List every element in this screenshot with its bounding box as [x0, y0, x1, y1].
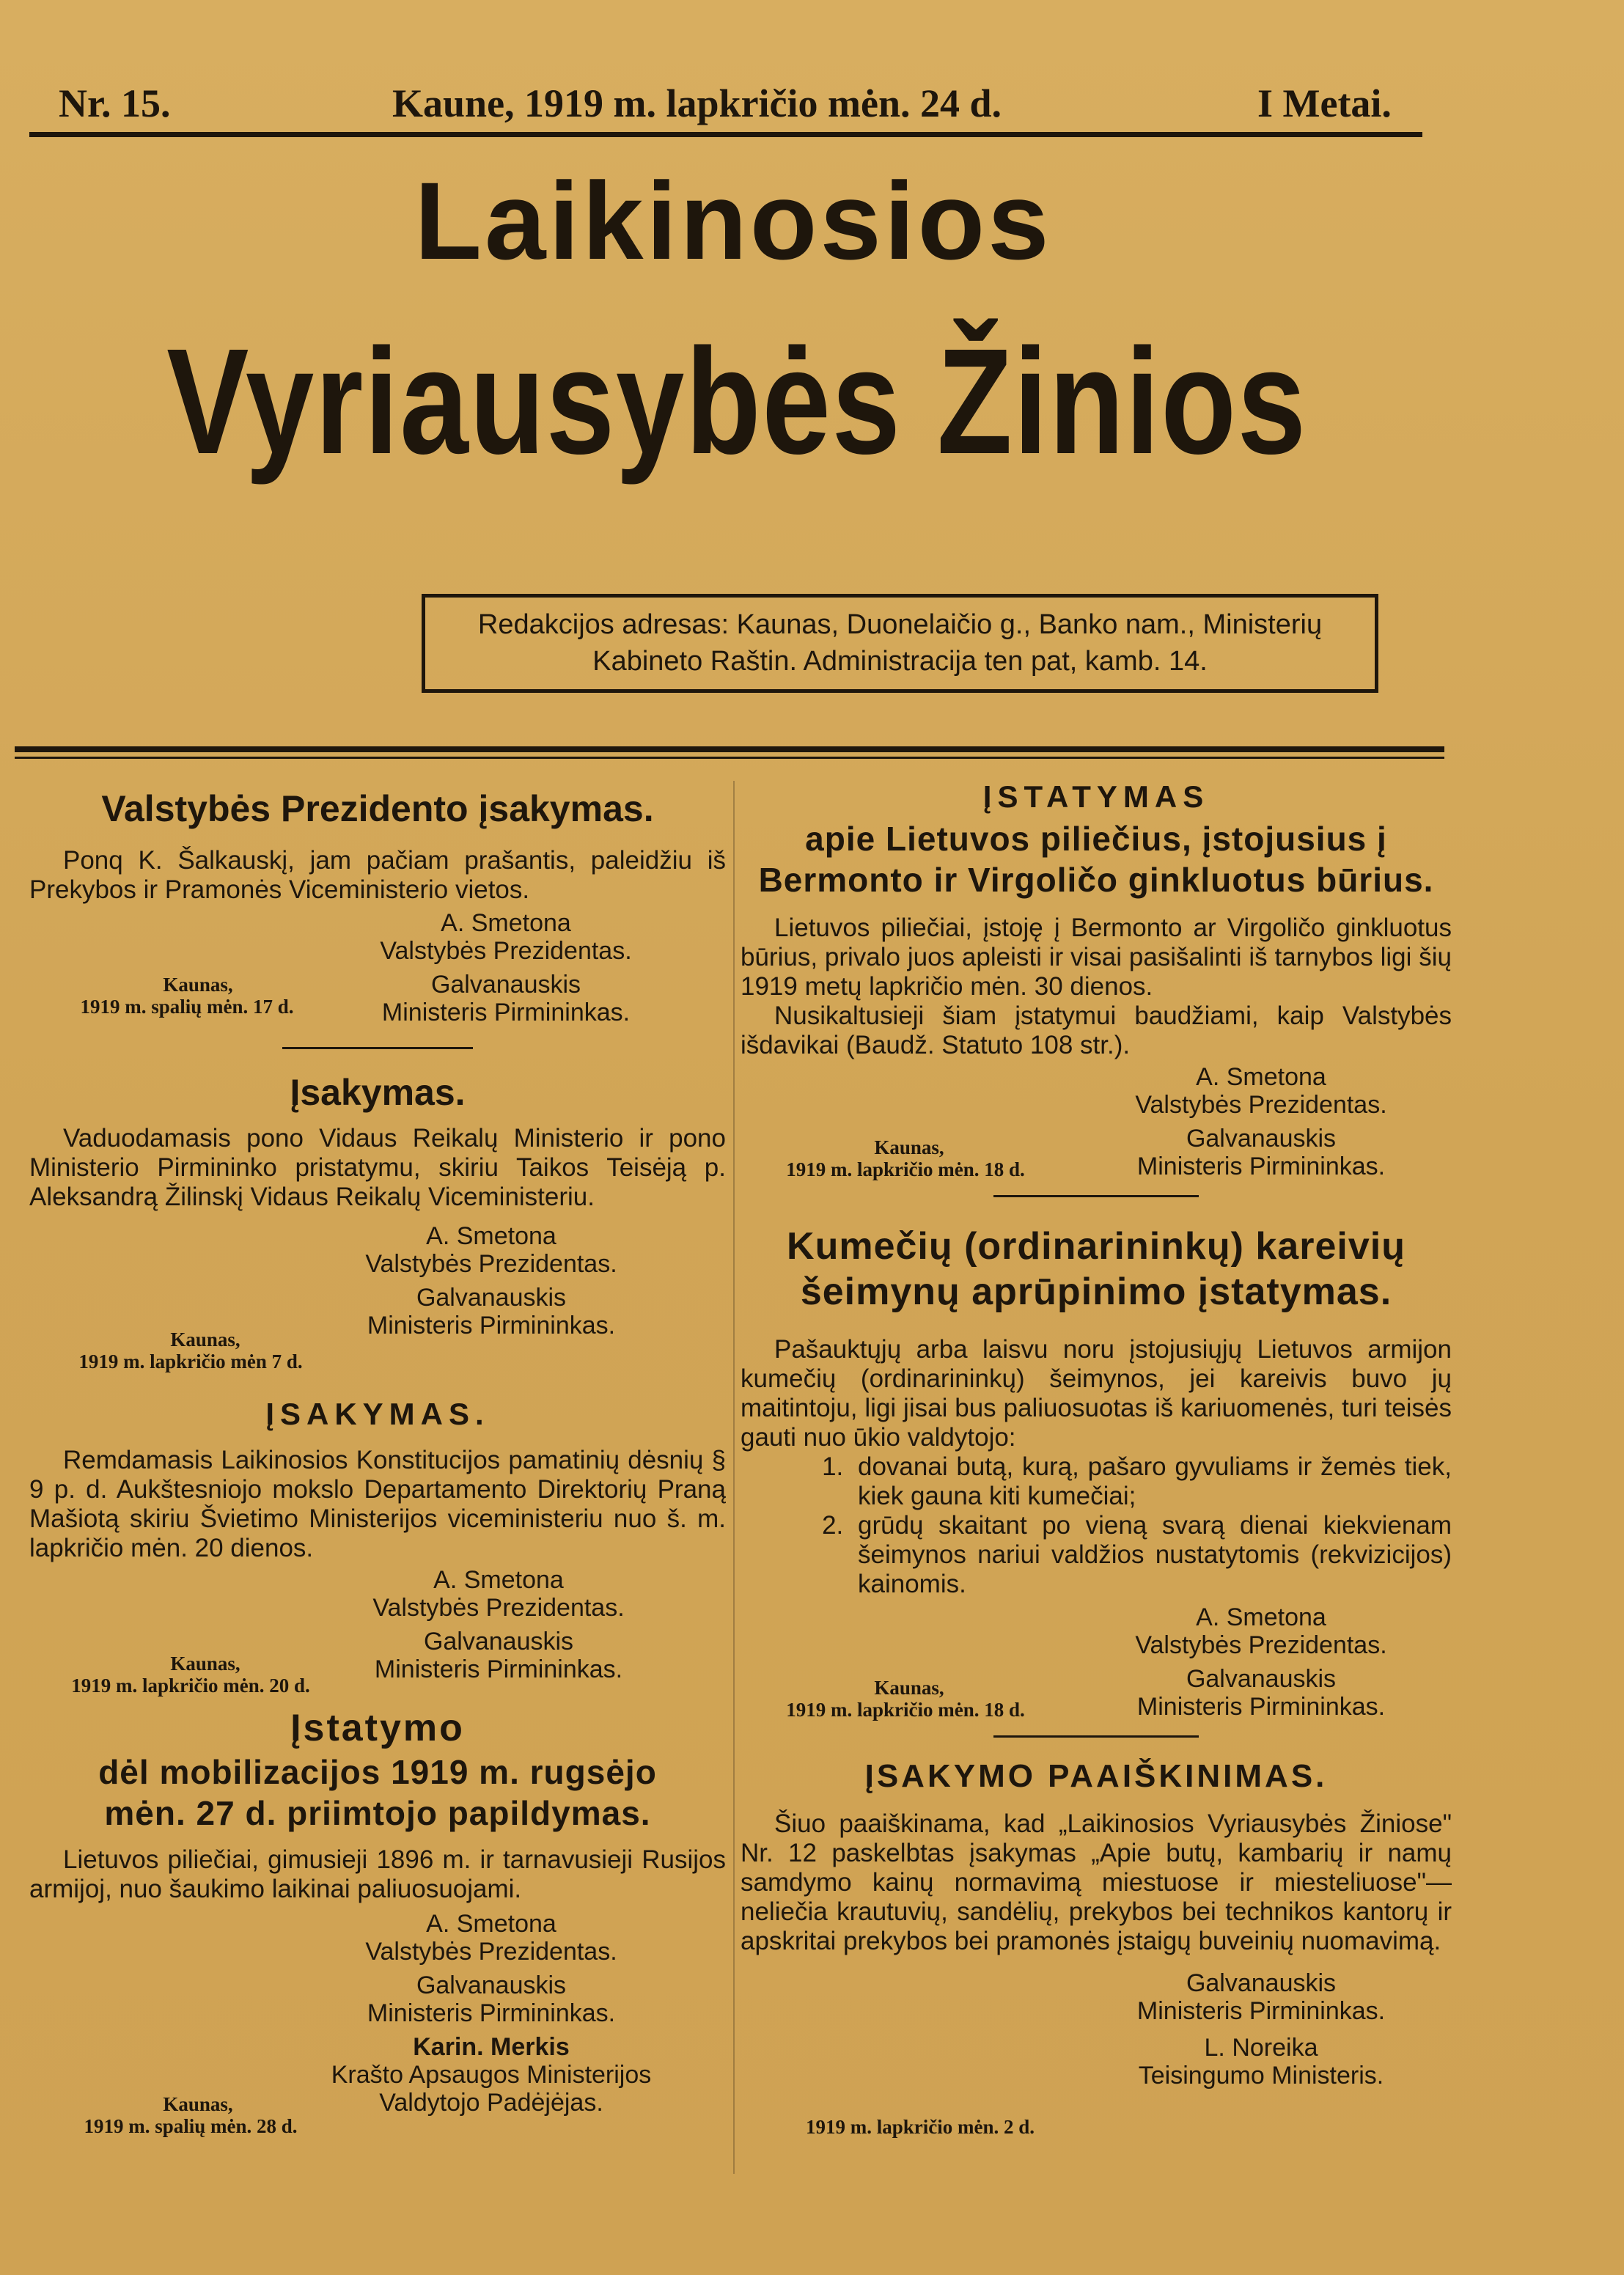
signature-title: Valstybės Prezidentas. — [372, 1594, 625, 1622]
article-heading: ĮSTATYMAS — [982, 779, 1210, 814]
signature-name: Galvanauskis — [423, 1628, 574, 1655]
article-body: Remdamasis Laikinosios Konstitucijos pamatinių dėsnių § 9 p. d. Aukštesniojo mokslo Departamento Direktorių Praną Mašiotą skiriu Švietimo Ministerijos viceministeriu nuo š. m. lapkričio mėn. 20 dienos. — [29, 1446, 726, 1562]
dateline-place: Kaunas, — [874, 1677, 944, 1699]
signature-title: Valstybės Prezidentas. — [1135, 1091, 1387, 1119]
article-heading: Valstybės Prezidento įsakymas. — [101, 788, 654, 829]
dateline-date: 1919 m. spalių mėn. 28 d. — [84, 2115, 298, 2137]
article-order-3 — [29, 1394, 726, 1702]
editorial-address-box — [422, 594, 1378, 693]
signature-title: Valstybės Prezidentas. — [365, 1938, 617, 1966]
article-body: Vaduodamasis pono Vidaus Reikalų Ministerio ir pono Ministerio Pirmininko pristatymu, skiriu Taikos Teisėją p. Aleksandrą Žilinskį Vidaus Reikalų Viceministeriu. — [29, 1124, 726, 1211]
article-heading: Kumečių (ordinarininkų) kareivių šeimynų aprūpinimo įstatymas. — [787, 1225, 1406, 1313]
section-divider — [993, 1195, 1199, 1197]
section-divider — [282, 1047, 473, 1049]
article-body: Ponq K. Šalkauskį, jam pačiam prašantis, paleidžiu iš Prekybos ir Pramonės Viceministerio vietos. — [29, 846, 726, 904]
signature-name: Galvanauskis — [416, 1971, 567, 1999]
article-body: Šiuo paaiškinama, kad „Laikinosios Vyriausybės Žiniose" Nr. 12 paskelbtas įsakymas „Apie butų, kambarių ir namų samdymo kainų normavimą miestuose ir miesteliuose"—neliečia krautuvių, sandėlių, prekybos bei technikos kantorų ir apskritai prekybos bei pramonės įstaigų buveinių nuomavimą. — [741, 1809, 1452, 1955]
signature-block — [741, 1603, 1452, 1728]
signature-block — [29, 1222, 726, 1380]
signature-title: Krašto Apsaugos Ministerijos — [331, 2061, 652, 2089]
signature-block — [741, 1063, 1452, 1188]
masthead-bottom-rule — [15, 746, 1444, 752]
signature-name: Galvanauskis — [1186, 1665, 1337, 1693]
signature-name: L. Noreika — [1204, 2034, 1318, 2062]
article-heading: ĮSAKYMAS. — [265, 1397, 490, 1431]
signature-title: Valstybės Prezidentas. — [380, 937, 632, 965]
signature-name: Galvanauskis — [430, 971, 581, 999]
signature-name: Galvanauskis — [1186, 1969, 1337, 1997]
article-order-2 — [29, 1071, 726, 1380]
signature-title: Ministeris Pirmininkas. — [1136, 1693, 1386, 1721]
issue-number: Nr. 15. — [59, 81, 171, 125]
dateline-date: 1919 m. lapkričio mėn. 18 d. — [786, 1699, 1025, 1721]
dateline-date: 1919 m. spalių mėn. 17 d. — [80, 996, 294, 1018]
signature-name: A. Smetona — [426, 1910, 556, 1938]
signature-title: Ministeris Pirmininkas. — [1136, 1153, 1386, 1180]
article-heading: Įsakymas. — [290, 1072, 466, 1113]
volume-year: I Metai. — [1257, 81, 1392, 125]
dateline-date: 1919 m. lapkričio mėn 7 d. — [78, 1350, 303, 1372]
dateline-place: Kaunas, — [163, 974, 233, 996]
masthead-top-rule — [29, 132, 1422, 137]
signature-name: Galvanauskis — [1186, 1125, 1337, 1153]
dateline-date: 1919 m. lapkričio mėn. 2 d. — [805, 2116, 1035, 2138]
issue-place-date: Kaune, 1919 m. lapkričio mėn. 24 d. — [392, 81, 1002, 125]
signature-block — [29, 1566, 726, 1702]
dateline-date: 1919 m. lapkričio mėn. 20 d. — [71, 1675, 310, 1697]
dateline-date: 1919 m. lapkričio mėn. 18 d. — [786, 1158, 1025, 1180]
signature-title: Valdytojo Padėjėjas. — [379, 2089, 603, 2117]
signature-title: Ministeris Pirmininkas. — [381, 999, 631, 1026]
provision-list — [741, 1452, 1452, 1599]
article-kumeciu-law — [741, 1224, 1452, 1738]
signature-title: Teisingumo Ministeris. — [1138, 2062, 1384, 2090]
article-body: Pašauktųjų arba laisvu noru įstojusiųjų Lietuvos armijon kumečių (ordinarininkų) šeimynos, jei kareivis buvo jų maitintoju, ligi jisai bus paliuosuotas iš kariuomenės, turi teisės gauti nuo ūkio valdytojo: — [741, 1335, 1452, 1452]
signature-title: Valstybės Prezidentas. — [1135, 1631, 1387, 1659]
signature-title: Ministeris Pirmininkas. — [1136, 1997, 1386, 2025]
left-column — [29, 777, 726, 2144]
signature-title: Ministeris Pirmininkas. — [374, 1655, 623, 1683]
signature-title: Ministeris Pirmininkas. — [367, 1999, 616, 2027]
article-subheading: dėl mobilizacijos 1919 m. rugsėjo mėn. 27 d. priimtojo papildymas. — [98, 1753, 657, 1832]
signature-block — [29, 1910, 726, 2144]
article-subheading: apie Lietuvos piliečius, įstojusius į Bermonto ir Virgoličo ginkluotus būrius. — [758, 820, 1434, 899]
column-divider — [733, 781, 735, 2174]
masthead-bottom-thin-rule — [15, 757, 1444, 759]
provision-item: 2. grūdų skaitant po vieną svarą dienai kiekvienam šeimynos nariui valdžios nustatytomis (rekvizicijos) kainomis. — [850, 1511, 1452, 1599]
provision-item: 1. dovanai butą, kurą, pašaro gyvuliams ir žemės tiek, kiek gauna kiti kumečiai; — [850, 1452, 1452, 1511]
signature-title: Valstybės Prezidentas. — [365, 1250, 617, 1278]
signature-name: Karin. Merkis — [413, 2033, 570, 2061]
article-body: Lietuvos piliečiai, gimusieji 1896 m. ir tarnavusieji Rusijos armijoj, nuo šaukimo laikinai paliuosuojami. — [29, 1845, 726, 1903]
article-mobilization-amendment — [29, 1708, 726, 2144]
newspaper-title-line1: Laikinosios — [414, 159, 1052, 282]
article-order-clarification — [741, 1757, 1452, 2138]
article-body: Lietuvos piliečiai, įstoję į Bermonto ar Virgoličo ginkluotus būrius, privalo juos apleisti ir visai pasišalinti iš tarnybos ligi šių 1919 metų lapkričio mėn. 30 dienos. — [741, 914, 1452, 1001]
signature-name: A. Smetona — [1196, 1603, 1326, 1631]
dateline-place: Kaunas, — [170, 1653, 240, 1675]
dateline-place: Kaunas, — [170, 1328, 240, 1350]
newspaper-title-line2: Vyriausybės Žinios — [166, 317, 1307, 485]
right-column — [741, 777, 1452, 2138]
article-bermont-law — [741, 777, 1452, 1197]
signature-block — [29, 909, 726, 1034]
dateline-place: Kaunas, — [874, 1136, 944, 1158]
signature-block — [741, 1969, 1452, 2138]
article-body: Nusikaltusieji šiam įstatymui baudžiami, kaip Valstybės išdavikai (Baudž. Statuto 108 str.). — [741, 1001, 1452, 1059]
section-divider — [993, 1735, 1199, 1738]
article-president-order — [29, 787, 726, 1049]
signature-name: A. Smetona — [1196, 1063, 1326, 1091]
signature-name: A. Smetona — [441, 909, 571, 937]
article-heading: ĮSAKYMO PAAIŠKINIMAS. — [864, 1758, 1328, 1794]
signature-name: Galvanauskis — [416, 1284, 567, 1312]
signature-name: A. Smetona — [426, 1222, 556, 1250]
signature-name: A. Smetona — [433, 1566, 564, 1594]
dateline-place: Kaunas, — [163, 2093, 233, 2115]
address-line-2: Kabineto Raštin. Administracija ten pat, kamb. 14. — [592, 646, 1208, 677]
signature-title: Ministeris Pirmininkas. — [367, 1312, 616, 1339]
article-heading: Įstatymo — [290, 1707, 465, 1749]
address-line-1: Redakcijos adresas: Kaunas, Duonelaičio g., Banko nam., Ministerių — [477, 609, 1323, 640]
